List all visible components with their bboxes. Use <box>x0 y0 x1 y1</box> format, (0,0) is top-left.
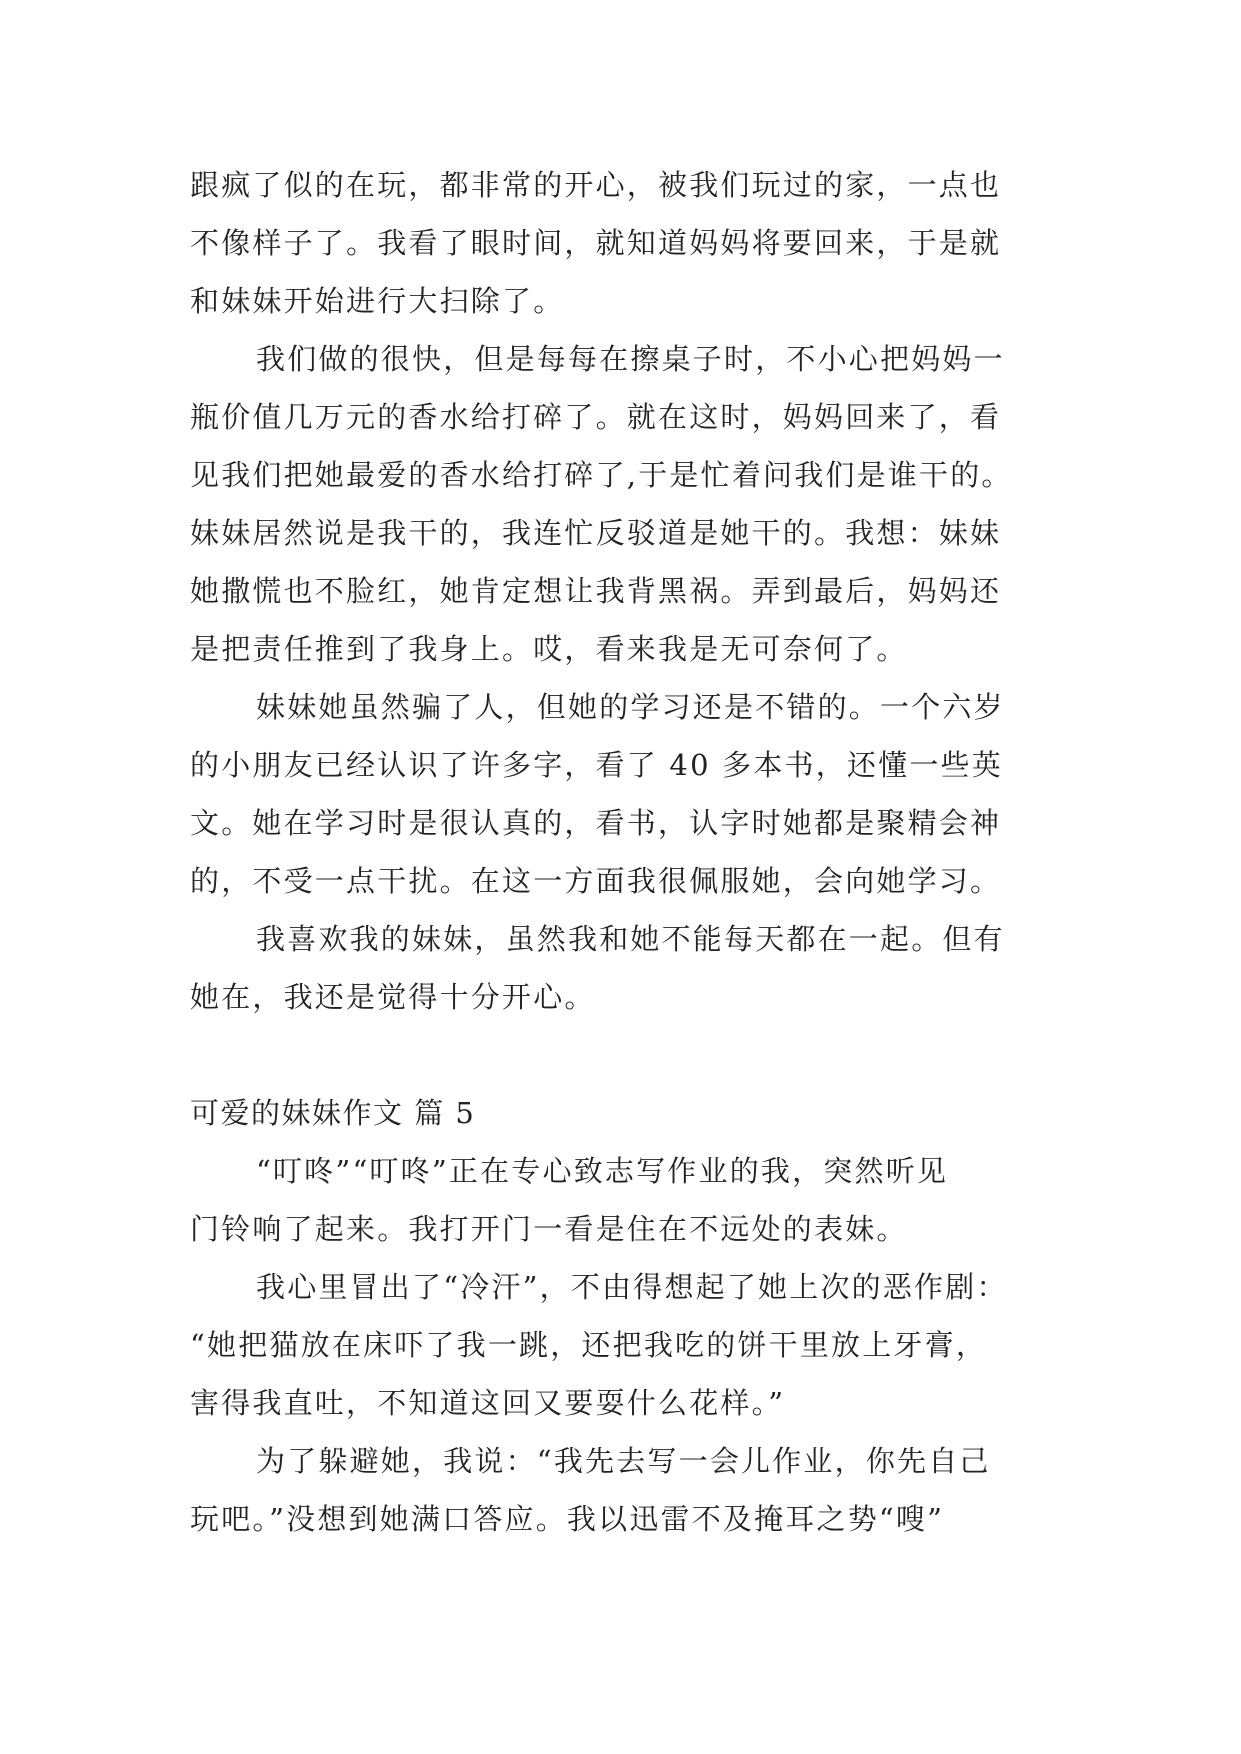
paragraph-line: 的小朋友已经认识了许多字，看了 40 多本书，还懂一些英 <box>190 748 1003 782</box>
paragraph-line: 妹妹居然说是我干的，我连忙反驳道是她干的。我想：妹妹 <box>190 516 1002 550</box>
paragraph-line: 为了躲避她，我说：“我先去写一会儿作业，你先自己 <box>256 1444 991 1478</box>
paragraph-line: “叮咚”“叮咚”正在专心致志写作业的我，突然听见 <box>256 1154 949 1188</box>
paragraph-line: 我们做的很快，但是每每在擦桌子时，不小心把妈妈一 <box>256 342 1005 376</box>
paragraph-line: 文。她在学习时是很认真的，看书，认字时她都是聚精会神 <box>190 806 1002 840</box>
paragraph-line: 害得我直吐，不知道这回又要耍什么花样。” <box>190 1386 786 1420</box>
paragraph-line: 和妹妹开始进行大扫除了。 <box>190 284 565 318</box>
paragraph-line: 不像样子了。我看了眼时间，就知道妈妈将要回来，于是就 <box>190 226 1002 260</box>
paragraph-line: “她把猫放在床吓了我一跳，还把我吃的饼干里放上牙膏， <box>190 1328 988 1362</box>
paragraph-line: 我心里冒出了“冷汗”，不由得想起了她上次的恶作剧： <box>256 1270 1008 1304</box>
paragraph-line: 是把责任推到了我身上。哎，看来我是无可奈何了。 <box>190 632 908 666</box>
paragraph-line: 瓶价值几万元的香水给打碎了。就在这时，妈妈回来了，看 <box>190 400 1002 434</box>
paragraph-line: 的，不受一点干扰。在这一方面我很佩服她，会向她学习。 <box>190 864 1002 898</box>
paragraph-line: 我喜欢我的妹妹，虽然我和她不能每天都在一起。但有 <box>256 922 1005 956</box>
paragraph-line: 妹妹她虽然骗了人，但她的学习还是不错的。一个六岁 <box>256 690 1005 724</box>
section-heading: 可爱的妹妹作文 篇 5 <box>190 1096 476 1130</box>
paragraph-line: 玩吧。”没想到她满口答应。我以迅雷不及掩耳之势“嗖” <box>190 1502 945 1536</box>
paragraph-line: 跟疯了似的在玩，都非常的开心，被我们玩过的家，一点也 <box>190 168 1002 202</box>
paragraph-line: 她在，我还是觉得十分开心。 <box>190 980 596 1014</box>
paragraph-line: 见我们把她最爱的香水给打碎了,于是忙着问我们是谁干的。 <box>190 458 1013 492</box>
paragraph-line: 门铃响了起来。我打开门一看是住在不远处的表妹。 <box>190 1212 908 1246</box>
paragraph-line: 她撒慌也不脸红，她肯定想让我背黑祸。弄到最后，妈妈还 <box>190 574 1002 608</box>
